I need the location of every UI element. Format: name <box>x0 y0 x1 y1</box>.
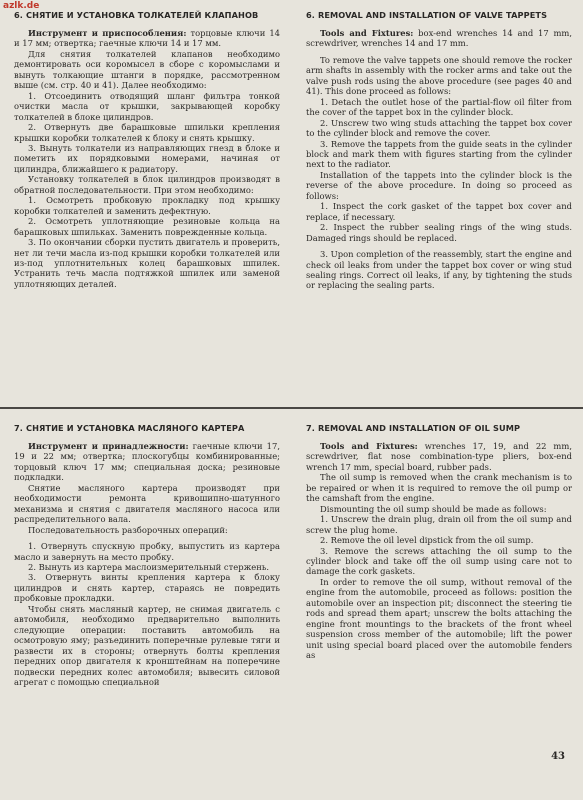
paragraph: Dismounting the oil sump should be made as follows: <box>320 503 547 514</box>
watermark-label: azlk.de <box>3 1 40 11</box>
section-title: 6. REMOVAL AND INSTALLATION OF VALVE TAPPETS <box>306 10 548 20</box>
section-title: 7. REMOVAL AND INSTALLATION OF OIL SUMP <box>306 423 521 433</box>
step: 1. Detach the outlet hose of the partial-flow oil filter from the cover of the tappet box in the cylinder block. <box>306 96 572 118</box>
section-title: 6. СНЯТИЕ И УСТАНОВКА ТОЛКАТЕЛЕЙ КЛАПАНОВ <box>14 10 259 20</box>
paragraph: The oil sump is removed when the crank mechanism is to be repaired or when it is required to remove the oil pump or the camshaft from the engine. <box>306 472 572 504</box>
tools-label: Tools and Fixtures: <box>320 441 418 451</box>
step: 2. Осмотреть уплотняющие резиновые кольца на барашковых шпильках. Заменить поврежденные кольца. <box>14 216 280 237</box>
step: 3. Remove the screws attaching the oil sump to the cylinder block and take off the oil sump using care not to damage the cork gaskets. <box>306 545 572 577</box>
paragraph: In order to remove the oil sump, without removal of the engine from the automobile, proceed as follows: position the automobile over an inspection pit; disconnect the steering tie rods and spread them apart; unscrew the bolts attaching the engine front mountings to the brackets of the front wheel suspension cross member of the automobile; lift the power unit using special board placed over the automobile fenders as <box>306 576 572 661</box>
step: 3. Отвернуть винты крепления картера к блоку цилиндров и снять картер, стараясь не повредить пробковые прокладки. <box>14 572 280 604</box>
paragraph: Установку толкателей в блок цилиндров производят в обратной последовательности. При этом необходимо: <box>14 174 280 195</box>
tools-text: торцовые ключи 14 и 17 мм; отвертка; гаечные ключи 14 и 17 мм. <box>14 28 280 49</box>
tools-label: Инструмент и принадлежности: <box>28 441 189 451</box>
step: 1. Отсоединить отводящий шланг фильтра тонкой очистки масла от крышки, закрывающей коробку толкателей в блоке цилиндров. <box>14 90 280 122</box>
section-ru-sump <box>14 423 280 687</box>
section-title: 7. СНЯТИЕ И УСТАНОВКА МАСЛЯНОГО КАРТЕРА <box>14 423 245 433</box>
page-number: 43 <box>551 751 565 762</box>
tools-paragraph <box>306 28 572 49</box>
step: 1. Unscrew the drain plug, drain oil from the oil sump and screw the plug home. <box>306 514 572 535</box>
section-divider <box>0 407 583 409</box>
tools-text: гаечные ключи 17, 19 и 22 мм; отвертка; плоскогубцы комбинированные; торцовый ключ 17 мм; специальная доска; резиновые подкладки. <box>14 441 280 483</box>
paragraph: Installation of the tappets into the cylinder block is the reverse of the above procedure. In doing so proceed as follows: <box>306 169 572 201</box>
step: 2. Remove the oil level dipstick from the oil sump. <box>320 535 534 546</box>
paragraph: To remove the valve tappets one should remove the rocker arm shafts in assembly with the rocker arms and take out the valve push rods using the above procedure (see pages 40 and 41). This done proceed as follows: <box>306 54 572 97</box>
paragraph: Снятие масляного картера производят при необходимости ремонта кривошипно-шатунного механизма и снятия с двигателя масляного насоса или распределительного вала. <box>14 482 280 525</box>
tools-text: box-end wrenches 14 and 17 mm, screwdriver, wrenches 14 and 17 mm. <box>306 28 572 49</box>
step: 1. Отвернуть спускную пробку, выпустить из картера масло и завернуть на место пробку. <box>14 541 280 562</box>
step: 1. Inspect the cork gasket of the tappet box cover and replace, if necessary. <box>306 201 572 222</box>
step: 2. Inspect the rubber sealing rings of the wing studs. Damaged rings should be replaced. <box>306 222 572 243</box>
step: 3. Вынуть толкатели из направляющих гнезд в блоке и пометить их порядковыми номерами, начиная от цилиндра, ближайшего к радиатору. <box>14 142 280 174</box>
tools-paragraph <box>306 441 572 472</box>
section-ru-tappets <box>14 10 280 289</box>
tools-paragraph <box>14 441 280 483</box>
section-en-sump <box>306 423 572 661</box>
step: 2. Вынуть из картера маслоизмерительный стержень. <box>28 561 270 572</box>
step: 2. Unscrew two wing studs attaching the tappet box cover to the cylinder block and remove the cover. <box>306 117 572 139</box>
step: 3. По окончании сборки пустить двигатель и проверить, нет ли течи масла из-под крышки коробки толкателей или из-под уплотнительных колец барашковых шпилек. Устранить течь масла подтяжкой шпилек или заменой уплотняющих деталей. <box>14 237 280 289</box>
paragraph: Для снятия толкателей клапанов необходимо демонтировать оси коромысел в сборе с коромыслами и вынуть толкающие штанги в порядке, рассмотренном выше (см. стр. 40 и 41). Далее необходимо: <box>14 48 280 91</box>
section-en-tappets <box>306 10 572 291</box>
paragraph: Чтобы снять масляный картер, не снимая двигатель с автомобиля, необходимо предварительно выполнить следующие операции: поставить автомобиль на осмотровую яму; разъединить поперечные рулевые тяги и развести их в стороны; отвернуть болты крепления передних опор двигателя к кронштейнам на поперечине подвески передних колес автомобиля; вывесить силовой агрегат с помощью специальной <box>14 603 280 687</box>
tools-label: Tools and Fixtures: <box>320 28 414 38</box>
step: 3. Upon completion of the reassembly, start the engine and check oil leaks from under the tappet box cover or wing stud sealing rings. Correct oil leaks, if any, by tightening the studs or replacing the sealing parts. <box>306 249 572 291</box>
paragraph: Последовательность разборочных операций: <box>28 524 228 535</box>
step: 1. Осмотреть пробковую прокладку под крышку коробки толкателей и заменить дефектную. <box>14 195 280 216</box>
tools-text: wrenches 17, 19, and 22 mm, screwdriver, flat nose combination-type pliers, box-end wrench 17 mm, special board, rubber pads. <box>306 441 572 472</box>
tools-label: Инструмент и приспособления: <box>28 28 187 38</box>
step: 3. Remove the tappets from the guide seats in the cylinder block and mark them with figures starting from the cylinder next to the radiator. <box>306 138 572 170</box>
step: 2. Отвернуть две барашковые шпильки крепления крышки коробки толкателей к блоку и снять крышку. <box>14 122 280 143</box>
tools-paragraph <box>14 28 280 49</box>
